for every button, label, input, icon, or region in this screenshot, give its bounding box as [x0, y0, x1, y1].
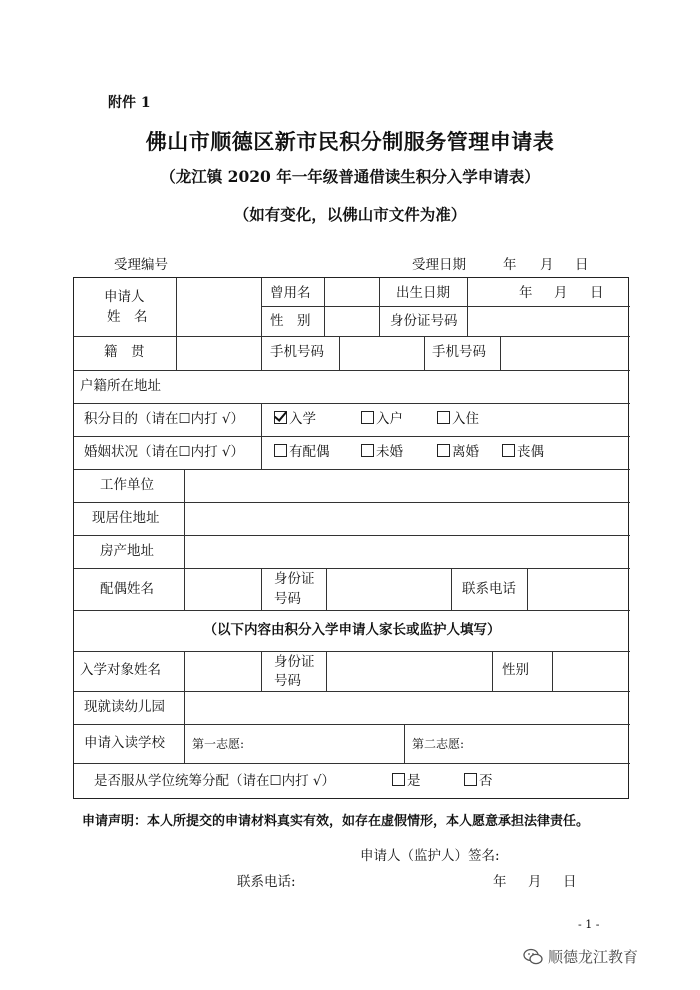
purpose-option-household[interactable]: 入户	[361, 411, 403, 428]
footer-day-label: 日	[563, 874, 577, 890]
obey-allocation-label: 是否服从学位统筹分配（请在☐内打 √）	[94, 773, 335, 789]
application-form-table	[73, 277, 629, 799]
applicant-name-label-2: 姓 名	[107, 309, 148, 325]
obey-no-option[interactable]: 否	[464, 773, 493, 790]
accept-day-label: 日	[575, 257, 589, 273]
footer-month-label: 月	[528, 874, 542, 890]
section-note: （以下内容由积分入学申请人家长或监护人填写）	[203, 622, 501, 638]
marital-option-widowed[interactable]: 丧偶	[502, 444, 544, 461]
page-number: - 1 -	[578, 918, 600, 931]
student-name-label: 入学对象姓名	[80, 662, 161, 678]
work-unit-label: 工作单位	[100, 477, 154, 493]
signature-label: 申请人（监护人）签名:	[360, 848, 500, 864]
page-subtitle-note: （如有变化，以佛山市文件为准）	[233, 205, 467, 224]
page-subtitle: （龙江镇 2020 年一年级普通借读生积分入学申请表）	[160, 167, 540, 186]
footer-contact-label: 联系电话:	[237, 874, 296, 890]
purpose-label: 积分目的（请在☐内打 √）	[84, 411, 244, 427]
checkbox-icon[interactable]	[464, 773, 477, 786]
kindergarten-label: 现就读幼儿园	[84, 699, 165, 715]
checkbox-icon[interactable]	[437, 411, 450, 424]
birth-date-label: 出生日期	[396, 285, 450, 301]
accept-date-label: 受理日期	[412, 257, 466, 273]
marital-status-label: 婚姻状况（请在☐内打 √）	[84, 444, 244, 460]
obey-yes-option[interactable]: 是	[392, 773, 421, 790]
watermark-text: 顺德龙江教育	[548, 948, 639, 966]
spouse-id-label-2: 号码	[274, 591, 301, 607]
checkbox-icon[interactable]	[274, 444, 287, 457]
checkbox-icon[interactable]	[437, 444, 450, 457]
gender-label: 性 别	[270, 313, 311, 329]
first-choice-label: 第一志愿:	[192, 737, 245, 751]
birth-year-label: 年	[519, 285, 533, 301]
marital-option-married[interactable]: 有配偶	[274, 444, 330, 461]
purpose-option-enroll[interactable]: 入学	[274, 411, 316, 428]
student-id-label: 身份证	[274, 654, 315, 670]
spouse-name-label: 配偶姓名	[100, 581, 154, 597]
birth-month-label: 月	[554, 285, 568, 301]
checkbox-icon[interactable]	[361, 411, 374, 424]
spouse-id-label: 身份证	[274, 571, 315, 587]
declaration-text: 申请声明：本人所提交的申请材料真实有效，如存在虚假情形，本人愿意承担法律责任。	[82, 814, 590, 829]
accept-month-label: 月	[540, 257, 554, 273]
watermark	[523, 946, 638, 967]
checkbox-icon[interactable]	[361, 444, 374, 457]
birth-day-label: 日	[590, 285, 604, 301]
marital-option-single[interactable]: 未婚	[361, 444, 403, 461]
contact-phone-label: 联系电话	[462, 581, 516, 597]
phone-label-2: 手机号码	[432, 344, 486, 360]
phone-label-1: 手机号码	[270, 344, 324, 360]
marital-option-divorced[interactable]: 离婚	[437, 444, 479, 461]
property-address-label: 房产地址	[100, 543, 154, 559]
native-place-label: 籍 贯	[104, 344, 145, 360]
former-name-label: 曾用名	[270, 285, 311, 301]
purpose-option-residence[interactable]: 入住	[437, 411, 479, 428]
accept-number-label: 受理编号	[114, 257, 168, 273]
wechat-icon	[523, 948, 543, 966]
second-choice-label: 第二志愿:	[412, 737, 465, 751]
attachment-label: 附件 1	[108, 95, 151, 111]
footer-year-label: 年	[493, 874, 507, 890]
checkbox-icon[interactable]	[502, 444, 515, 457]
student-id-label-2: 号码	[274, 673, 301, 689]
school-apply-label: 申请入读学校	[84, 735, 165, 751]
checkbox-icon[interactable]	[392, 773, 405, 786]
applicant-name-label: 申请人	[104, 289, 145, 305]
current-address-label: 现居住地址	[92, 510, 160, 526]
id-number-label: 身份证号码	[390, 313, 458, 329]
student-gender-label: 性别	[502, 662, 529, 678]
page-title: 佛山市顺德区新市民积分制服务管理申请表	[145, 129, 555, 154]
accept-year-label: 年	[503, 257, 517, 273]
checkbox-checked-icon[interactable]	[274, 411, 287, 424]
household-address-label: 户籍所在地址	[80, 378, 161, 394]
